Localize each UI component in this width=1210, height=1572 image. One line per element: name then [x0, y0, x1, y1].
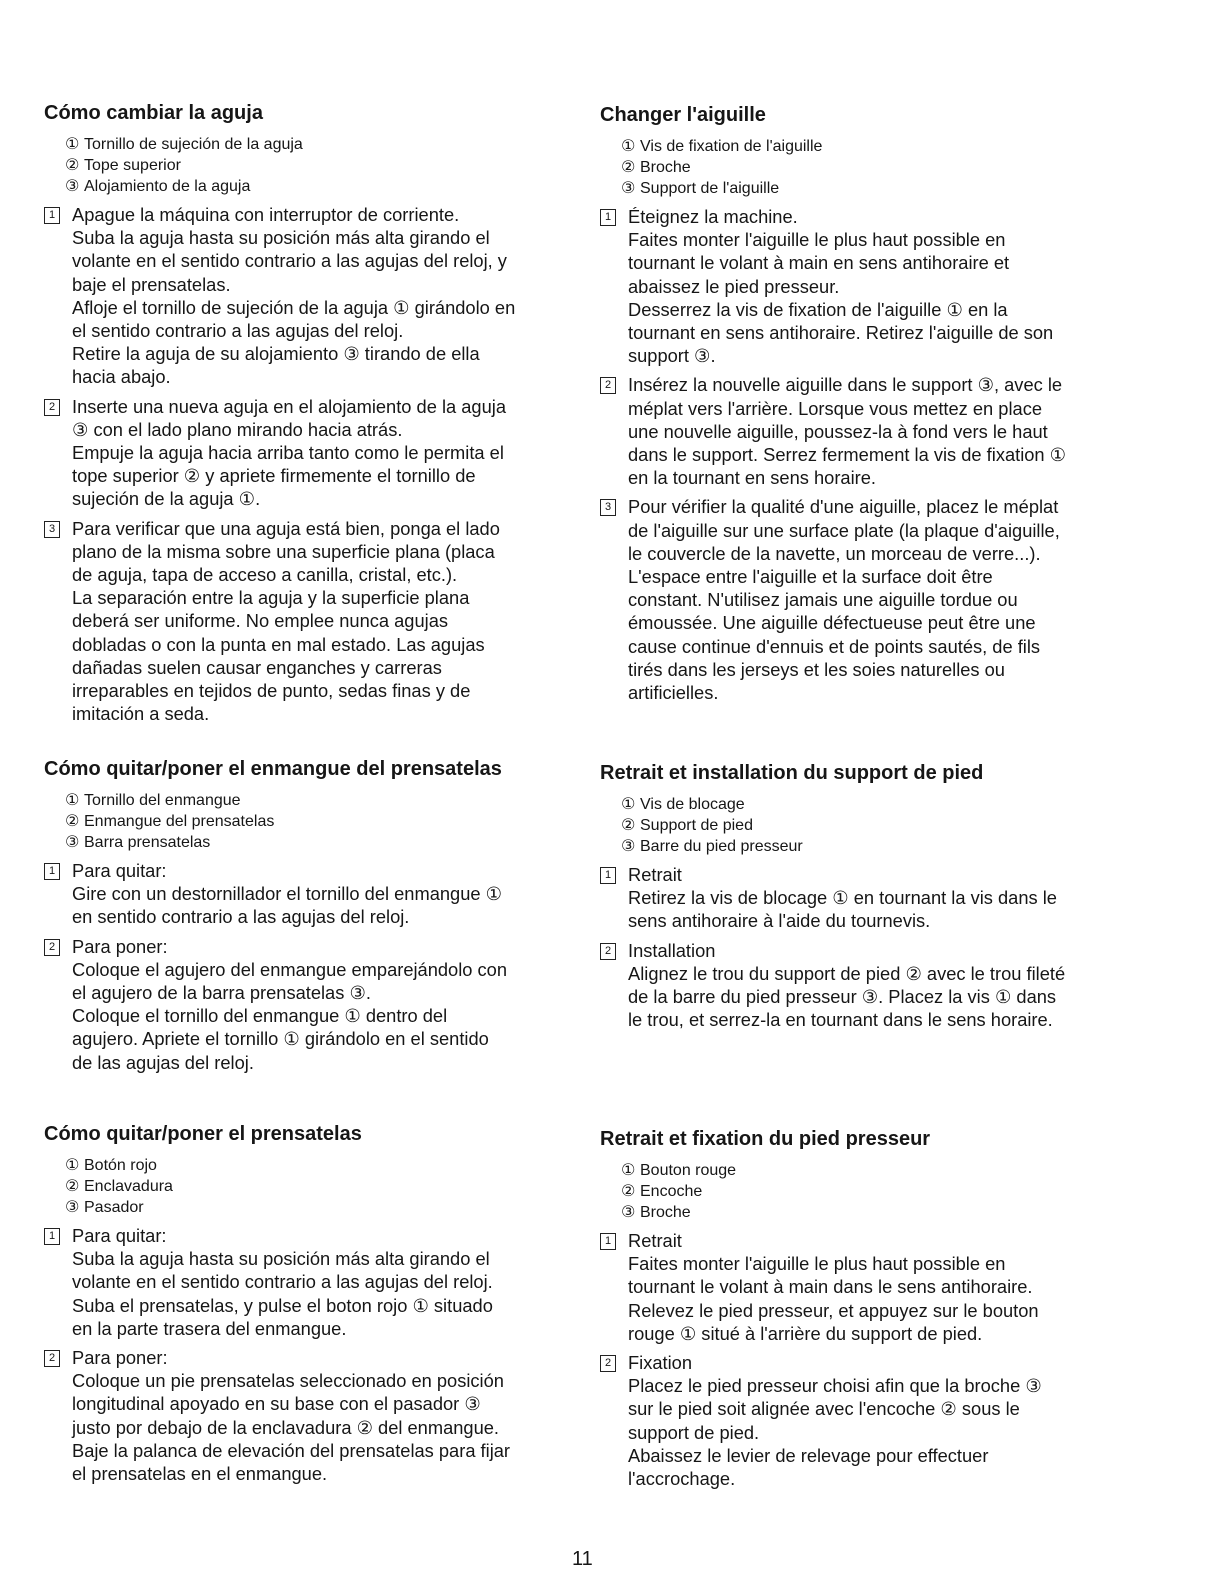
- section-title: Cómo quitar/poner el prensatelas: [44, 1123, 362, 1145]
- part-item: [65, 134, 584, 155]
- part-label: Botón rojo: [84, 1157, 157, 1174]
- step-text-line: support ③.: [628, 345, 716, 367]
- step-item: [44, 935, 584, 1074]
- step-text-line: de aguja, tapa de acceso a canilla, cristal, etc.).: [72, 564, 458, 586]
- step-text-line: La separación entre la aguja y la superficie plana: [72, 587, 470, 609]
- part-item: [65, 811, 584, 832]
- step-number-box: 1: [44, 207, 60, 224]
- step-number-box: 2: [600, 943, 616, 960]
- step-text-line: Installation: [628, 939, 716, 961]
- section-title: Retrait et fixation du pied presseur: [600, 1128, 931, 1150]
- part-label: Vis de fixation de l'aiguille: [640, 138, 823, 155]
- step-text-line: el agujero de la barra prensatelas ③.: [72, 982, 371, 1004]
- step-text-line: Para quitar:: [72, 860, 167, 881]
- step-number-box: 3: [44, 521, 60, 538]
- step-number-box: 1: [44, 863, 60, 880]
- part-item: [65, 1155, 584, 1176]
- step-text-line: irreparables en tejidos de punto, sedas finas y de: [72, 680, 471, 702]
- step-text-line: Placez le pied presseur choisi afin que la broche ③: [628, 1375, 1042, 1397]
- part-number: ②: [621, 817, 636, 834]
- part-label: Alojamiento de la aguja: [84, 178, 251, 195]
- section-title: Cómo cambiar la aguja: [44, 102, 263, 124]
- step-text-line: de las agujas del reloj.: [72, 1051, 254, 1073]
- part-item: [621, 1202, 1140, 1223]
- step-text-line: Apague la máquina con interruptor de corriente.: [72, 204, 460, 225]
- parts-legend: [621, 1160, 1140, 1223]
- part-number: ②: [65, 157, 80, 174]
- part-item: [621, 178, 1140, 199]
- part-item: [621, 1181, 1140, 1202]
- step-number-box: 1: [600, 867, 616, 884]
- part-label: Tornillo de sujeción de la aguja: [84, 136, 303, 153]
- step-text-line: rouge ① situé à l'arrière du support de pied.: [628, 1322, 983, 1344]
- step-text-line: imitación a seda.: [72, 703, 210, 725]
- part-label: Enclavadura: [84, 1178, 173, 1195]
- step-text-line: Retrait: [628, 1230, 682, 1251]
- section-presser-foot-es: [44, 1121, 584, 1485]
- step-number-box: 3: [600, 499, 616, 516]
- page-number: 11: [572, 1548, 593, 1570]
- part-item: [621, 157, 1140, 178]
- step-text-line: longitudinal apoyado en su base con el pasador ③: [72, 1393, 481, 1415]
- steps-list: [600, 863, 1140, 1031]
- step-text-line: Fixation: [628, 1352, 693, 1374]
- step-text-line: baje el prensatelas.: [72, 273, 231, 295]
- step-number-box: 1: [44, 1228, 60, 1245]
- step-text-line: Coloque el tornillo del enmangue ① dentro del: [72, 1005, 448, 1027]
- section-presser-shank-fr: [600, 760, 1140, 1031]
- part-item: [621, 1160, 1140, 1181]
- step-text-line: el prensatelas en el enmangue.: [72, 1463, 328, 1485]
- step-number-box: 2: [600, 377, 616, 394]
- step-text-line: Faites monter l'aiguille le plus haut possible en: [628, 1253, 1006, 1275]
- part-item: [65, 176, 584, 197]
- step-text-line: une nouvelle aiguille, poussez-la à fond vers le haut: [628, 420, 1048, 442]
- section-presser-shank-es: [44, 756, 584, 1074]
- step-text-line: sens antihoraire à l'aide du tournevis.: [628, 910, 931, 932]
- parts-legend: [65, 1155, 584, 1218]
- section-change-needle-fr: [600, 102, 1140, 704]
- step-text-line: deberá ser uniforme. No emplee nunca agujas: [72, 610, 449, 632]
- part-number: ①: [65, 136, 80, 153]
- part-label: Tope superior: [84, 157, 181, 174]
- step-text-line: Abaissez le levier de relevage pour effectuer: [628, 1444, 989, 1466]
- step-text-line: Insérez la nouvelle aiguille dans le support ③, avec le: [628, 374, 1063, 396]
- step-number-box: 2: [44, 399, 60, 416]
- steps-list: [600, 205, 1140, 704]
- step-text-line: agujero. Apriete el tornillo ① girándolo en el sentido: [72, 1028, 489, 1050]
- parts-legend: [65, 134, 584, 197]
- step-item: [44, 517, 584, 726]
- step-text-line: en sentido contrario a las agujas del reloj.: [72, 906, 410, 928]
- step-text-line: tournant le volant à main en sens antihoraire et: [628, 252, 1010, 274]
- part-number: ①: [65, 792, 80, 809]
- step-text-line: méplat vers l'arrière. Lorsque vous mettez en place: [628, 397, 1042, 419]
- steps-list: [44, 1224, 584, 1485]
- part-number: ②: [621, 159, 636, 176]
- parts-legend: [621, 136, 1140, 199]
- parts-legend: [621, 794, 1140, 857]
- part-number: ③: [65, 1199, 80, 1216]
- step-text-line: justo por debajo de la enclavadura ② del enmangue.: [72, 1416, 499, 1438]
- part-number: ②: [65, 813, 80, 830]
- part-label: Broche: [640, 159, 691, 176]
- step-text-line: le trou, et serrez-la en tournant dans le sens horaire.: [628, 1009, 1053, 1031]
- step-text-line: Alignez le trou du support de pied ② avec le trou fileté: [628, 962, 1066, 984]
- part-label: Tornillo del enmangue: [84, 792, 241, 809]
- step-text-line: dobladas o con la punta en mal estado. Las agujas: [72, 633, 485, 655]
- step-text-line: volante en el sentido contrario a las agujas del reloj, y: [72, 250, 507, 272]
- part-item: [65, 1176, 584, 1197]
- part-label: Barre du pied presseur: [640, 838, 803, 855]
- section-title: Retrait et installation du support de pied: [600, 762, 984, 784]
- step-text-line: Suba el prensatelas, y pulse el boton rojo ① situado: [72, 1294, 493, 1316]
- step-text-line: plano de la misma sobre una superficie plana (placa: [72, 540, 495, 562]
- part-item: [65, 155, 584, 176]
- part-label: Vis de blocage: [640, 796, 745, 813]
- step-number-box: 1: [600, 209, 616, 226]
- step-text-line: Gire con un destornillador el tornillo del enmangue ①: [72, 883, 502, 905]
- step-item: [44, 859, 584, 929]
- part-number: ①: [621, 138, 636, 155]
- step-item: [44, 203, 584, 389]
- step-text-line: support de pied.: [628, 1421, 760, 1443]
- steps-list: [44, 859, 584, 1074]
- section-title: Cómo quitar/poner el enmangue del prensatelas: [44, 758, 502, 780]
- part-label: Enmangue del prensatelas: [84, 813, 275, 830]
- step-text-line: Desserrez la vis de fixation de l'aiguille ① en la: [628, 298, 1008, 320]
- step-text-line: el sentido contrario a las agujas del reloj.: [72, 320, 404, 342]
- steps-list: [600, 1229, 1140, 1490]
- part-item: [65, 1197, 584, 1218]
- part-label: Support de pied: [640, 817, 753, 834]
- parts-legend: [65, 790, 584, 853]
- section-presser-foot-fr: [600, 1126, 1140, 1490]
- step-text-line: sujeción de la aguja ①.: [72, 488, 261, 510]
- step-item: [44, 395, 584, 511]
- step-text-line: tournant en sens antihoraire. Retirez l'aiguille de son: [628, 322, 1054, 344]
- steps-list: [44, 203, 584, 725]
- step-text-line: Retrait: [628, 864, 682, 885]
- step-text-line: Para poner:: [72, 935, 168, 957]
- step-text-line: dans le support. Serrez fermement la vis de fixation ①: [628, 444, 1067, 466]
- step-item: [600, 863, 1140, 933]
- step-text-line: Éteignez la machine.: [628, 206, 798, 227]
- part-label: Barra prensatelas: [84, 834, 211, 851]
- step-text-line: Afloje el tornillo de sujeción de la aguja ① girándolo en: [72, 296, 516, 318]
- step-text-line: Faites monter l'aiguille le plus haut possible en: [628, 229, 1006, 251]
- step-text-line: dañadas suelen causar enganches y carreras: [72, 656, 442, 678]
- part-item: [621, 836, 1140, 857]
- step-text-line: artificielles.: [628, 682, 719, 704]
- part-label: Encoche: [640, 1183, 703, 1200]
- part-number: ①: [621, 1162, 636, 1179]
- step-text-line: volante en el sentido contrario a las agujas del reloj.: [72, 1271, 493, 1293]
- part-label: Pasador: [84, 1199, 144, 1216]
- step-text-line: en la parte trasera del enmangue.: [72, 1317, 347, 1339]
- step-item: [600, 1351, 1140, 1490]
- step-text-line: Relevez le pied presseur, et appuyez sur le bouton: [628, 1299, 1039, 1321]
- part-number: ②: [621, 1183, 636, 1200]
- step-text-line: Para quitar:: [72, 1225, 167, 1246]
- step-text-line: Inserte una nueva aguja en el alojamiento de la aguja: [72, 395, 506, 417]
- step-text-line: l'accrochage.: [628, 1468, 736, 1490]
- step-text-line: sur le pied soit alignée avec l'encoche ② sous le: [628, 1398, 1020, 1420]
- section-change-needle-es: [44, 100, 584, 725]
- step-text-line: tope superior ② y apriete firmemente el tornillo de: [72, 465, 476, 487]
- step-number-box: 2: [44, 1350, 60, 1367]
- step-text-line: Suba la aguja hasta su posición más alta girando el: [72, 227, 490, 249]
- step-text-line: cause continue d'ennuis et de points sautés, de fils: [628, 635, 1041, 657]
- step-item: [600, 495, 1140, 704]
- step-text-line: en la tournant en sens horaire.: [628, 467, 876, 489]
- part-item: [621, 794, 1140, 815]
- step-text-line: de l'aiguille sur une surface plate (la plaque d'aiguille,: [628, 519, 1060, 541]
- part-item: [65, 790, 584, 811]
- step-text-line: tirés dans les jerseys et les soies naturelles ou: [628, 658, 1005, 680]
- step-text-line: constant. N'utilisez jamais une aiguille tordue ou: [628, 589, 1018, 611]
- step-text-line: Coloque un pie prensatelas seleccionado en posición: [72, 1370, 504, 1392]
- step-text-line: Suba la aguja hasta su posición más alta girando el: [72, 1248, 490, 1270]
- step-number-box: 2: [44, 939, 60, 956]
- step-text-line: Coloque el agujero del enmangue emparejándolo con: [72, 958, 508, 980]
- step-text-line: Empuje la aguja hacia arriba tanto como le permita el: [72, 442, 504, 464]
- step-text-line: Para poner:: [72, 1347, 168, 1369]
- part-label: Broche: [640, 1204, 691, 1221]
- step-text-line: Para verificar que una aguja está bien, ponga el lado: [72, 517, 500, 539]
- step-text-line: abaissez le pied presseur.: [628, 275, 840, 297]
- step-text-line: L'espace entre l'aiguille et la surface doit être: [628, 566, 993, 588]
- part-label: Bouton rouge: [640, 1162, 737, 1179]
- step-item: [600, 939, 1140, 1032]
- step-number-box: 2: [600, 1355, 616, 1372]
- step-text-line: hacia abajo.: [72, 366, 171, 388]
- step-text-line: de la barre du pied presseur ③. Placez la vis ① dans: [628, 986, 1057, 1008]
- step-item: [600, 1229, 1140, 1345]
- part-number: ③: [621, 838, 636, 855]
- step-text-line: tournant le volant à main dans le sens antihoraire.: [628, 1276, 1033, 1298]
- step-text-line: le couvercle de la navette, un morceau de verre...).: [628, 542, 1041, 564]
- part-item: [65, 832, 584, 853]
- step-text-line: Baje la palanca de elevación del prensatelas para fijar: [72, 1439, 511, 1461]
- step-text-line: émoussée. Une aiguille défectueuse peut être une: [628, 612, 1036, 634]
- part-number: ③: [65, 834, 80, 851]
- part-item: [621, 136, 1140, 157]
- step-item: [44, 1346, 584, 1485]
- part-number: ②: [65, 1178, 80, 1195]
- part-number: ③: [621, 180, 636, 197]
- step-number-box: 1: [600, 1233, 616, 1250]
- part-number: ①: [65, 1157, 80, 1174]
- part-number: ①: [621, 796, 636, 813]
- part-label: Support de l'aiguille: [640, 180, 780, 197]
- step-item: [600, 373, 1140, 489]
- step-text-line: Retire la aguja de su alojamiento ③ tirando de ella: [72, 343, 480, 365]
- part-number: ③: [65, 178, 80, 195]
- step-text-line: Retirez la vis de blocage ① en tournant la vis dans le: [628, 887, 1057, 909]
- step-text-line: Pour vérifier la qualité d'une aiguille, placez le méplat: [628, 496, 1059, 518]
- part-number: ③: [621, 1204, 636, 1221]
- step-item: [44, 1224, 584, 1340]
- step-item: [600, 205, 1140, 367]
- part-item: [621, 815, 1140, 836]
- step-text-line: ③ con el lado plano mirando hacia atrás.: [72, 418, 403, 440]
- section-title: Changer l'aiguille: [600, 104, 766, 126]
